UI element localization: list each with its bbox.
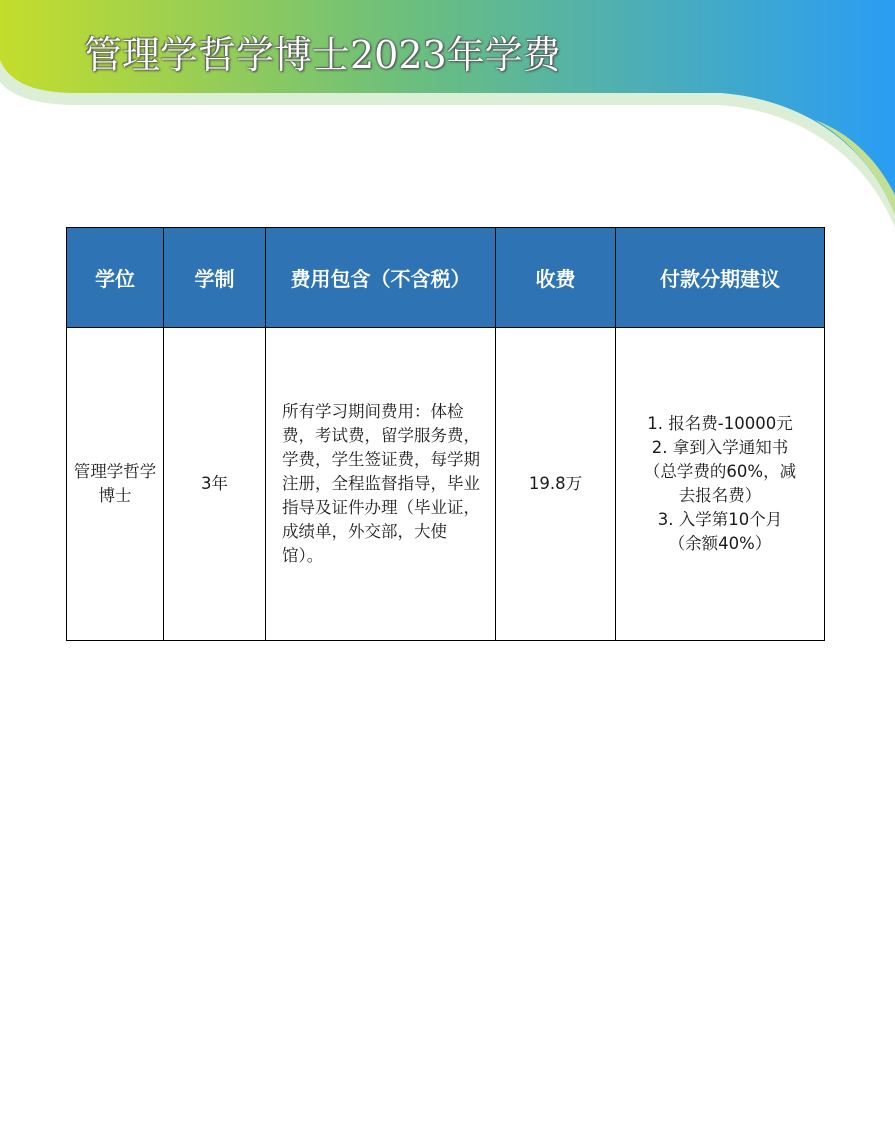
column-header-fee: 收费 — [496, 228, 616, 328]
table-row — [67, 328, 825, 641]
payment-plan-cell — [616, 328, 825, 641]
payment-plan-line: 1. 报名费-10000元 — [647, 414, 793, 433]
fee-table — [66, 227, 825, 641]
column-header-includes: 费用包含（不含税） — [266, 228, 496, 328]
column-header-duration: 学制 — [164, 228, 266, 328]
degree-cell: 管理学哲学博士 — [67, 328, 164, 641]
page-title: 管理学哲学博士2023年学费 — [84, 33, 561, 77]
fee-cell: 19.8万 — [496, 328, 616, 641]
duration-cell: 3年 — [164, 328, 266, 641]
includes-cell — [266, 328, 496, 641]
payment-plan-line: 2. 拿到入学通知书 — [651, 438, 789, 457]
table-header-row — [67, 228, 825, 328]
payment-plan-line: （总学费的60%，减 — [643, 462, 797, 481]
column-header-degree: 学位 — [67, 228, 164, 328]
column-header-payment-plan: 付款分期建议 — [616, 228, 825, 328]
payment-plan-line: （余额40%） — [668, 534, 772, 553]
payment-plan-line: 去报名费） — [678, 486, 762, 505]
payment-plan-line: 3. 入学第10个月 — [657, 510, 783, 529]
includes-text: 所有学习期间费用：体检费，考试费，留学服务费，学费，学生签证费，每学期注册，全程监督指导，毕业指导及证件办理（毕业证，成绩单，外交部，大使馆）。 — [282, 402, 480, 565]
